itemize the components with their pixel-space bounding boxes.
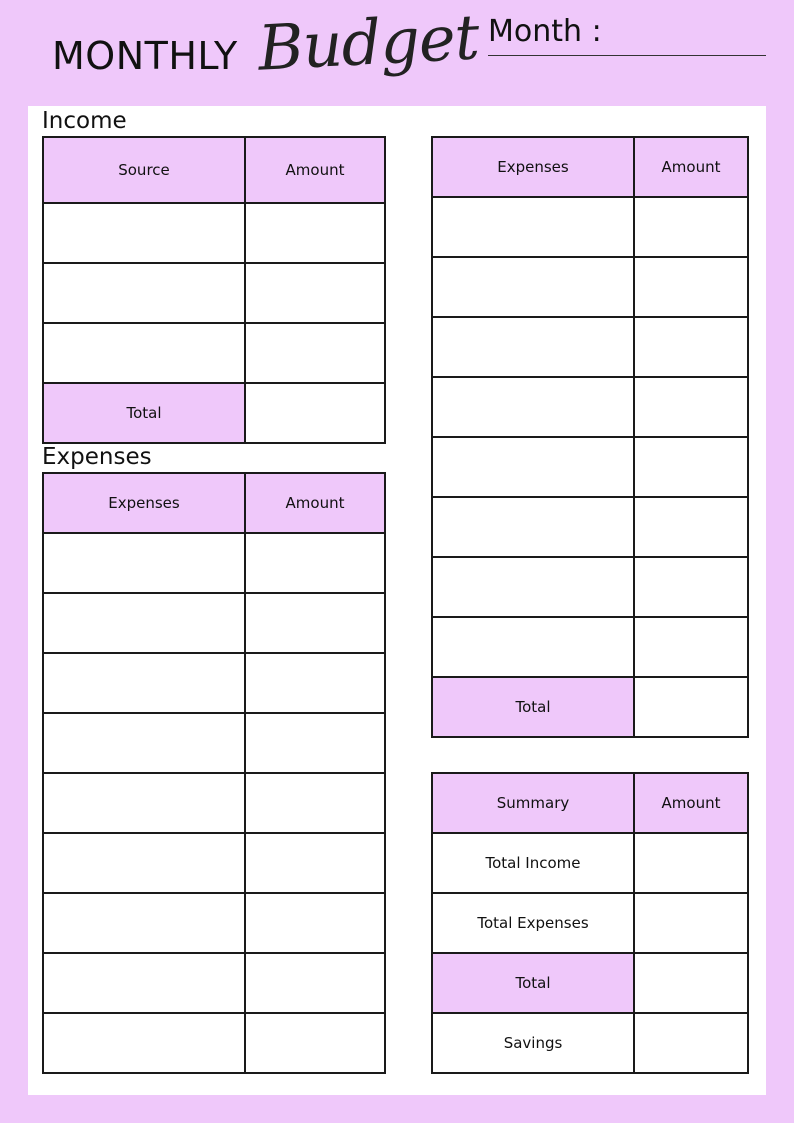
table-row [43,593,385,653]
expense-amount-cell[interactable] [245,1013,385,1073]
expense-amount-cell[interactable] [634,497,748,557]
table-row [43,653,385,713]
summary-label-total: Total [432,953,634,1013]
table-row [432,557,748,617]
expense-amount-cell[interactable] [634,197,748,257]
expense-name-cell[interactable] [432,257,634,317]
summary-label-total-expenses: Total Expenses [432,893,634,953]
expenses-left-header-row [43,473,385,533]
expenses-right-total-amount-cell[interactable] [634,677,748,737]
expenses-right-col-amount: Amount [634,137,748,197]
summary-header-row [432,773,748,833]
expense-amount-cell[interactable] [634,377,748,437]
summary-row-total [432,953,748,1013]
expenses-right-header-row [432,137,748,197]
expenses-right-total-label: Total [432,677,634,737]
table-row [43,263,385,323]
income-col-amount: Amount [245,137,385,203]
expenses-left-table [42,472,386,1074]
table-row [432,617,748,677]
expense-name-cell[interactable] [432,377,634,437]
table-row [43,1013,385,1073]
table-row [432,257,748,317]
table-row [432,377,748,437]
expense-amount-cell[interactable] [245,833,385,893]
expenses-right-col-expenses: Expenses [432,137,634,197]
expenses-right-total-row [432,677,748,737]
month-input-line[interactable] [488,55,766,56]
income-amount-cell[interactable] [245,263,385,323]
budget-sheet [28,106,766,1095]
income-total-label: Total [43,383,245,443]
expense-amount-cell[interactable] [634,617,748,677]
expenses-left-col-expenses: Expenses [43,473,245,533]
title-budget-script: Budget [256,0,481,85]
summary-amount-cell[interactable] [634,893,748,953]
summary-label-savings: Savings [432,1013,634,1073]
month-label: Month : [488,14,602,49]
table-row [432,497,748,557]
income-source-cell[interactable] [43,203,245,263]
income-amount-cell[interactable] [245,323,385,383]
title-monthly: MONTHLY [52,34,238,78]
expense-name-cell[interactable] [43,533,245,593]
expense-name-cell[interactable] [43,893,245,953]
expense-name-cell[interactable] [43,653,245,713]
summary-col-summary: Summary [432,773,634,833]
expense-amount-cell[interactable] [245,593,385,653]
summary-table [431,772,749,1074]
expense-name-cell[interactable] [43,593,245,653]
income-header-row [43,137,385,203]
expense-amount-cell[interactable] [245,773,385,833]
expense-name-cell[interactable] [432,197,634,257]
table-row [43,953,385,1013]
summary-label-total-income: Total Income [432,833,634,893]
summary-amount-cell[interactable] [634,833,748,893]
table-row [43,533,385,593]
table-row [43,833,385,893]
expense-name-cell[interactable] [43,713,245,773]
summary-amount-cell[interactable] [634,953,748,1013]
table-row [432,437,748,497]
expense-amount-cell[interactable] [245,713,385,773]
expenses-left-col-amount: Amount [245,473,385,533]
expense-amount-cell[interactable] [245,953,385,1013]
summary-row-savings [432,1013,748,1073]
summary-col-amount: Amount [634,773,748,833]
table-row [43,203,385,263]
expense-amount-cell[interactable] [245,653,385,713]
expenses-section-title: Expenses [42,444,152,470]
summary-row-total-income [432,833,748,893]
expense-name-cell[interactable] [432,437,634,497]
expense-amount-cell[interactable] [634,557,748,617]
table-row [43,713,385,773]
expense-amount-cell[interactable] [634,257,748,317]
summary-row-total-expenses [432,893,748,953]
income-total-row [43,383,385,443]
expense-name-cell[interactable] [43,833,245,893]
expense-name-cell[interactable] [432,617,634,677]
expense-name-cell[interactable] [432,497,634,557]
income-source-cell[interactable] [43,323,245,383]
expense-name-cell[interactable] [43,773,245,833]
expense-name-cell[interactable] [432,317,634,377]
income-col-source: Source [43,137,245,203]
table-row [43,773,385,833]
expense-amount-cell[interactable] [634,317,748,377]
summary-amount-cell[interactable] [634,1013,748,1073]
page-header [0,0,794,106]
table-row [43,323,385,383]
income-source-cell[interactable] [43,263,245,323]
expense-amount-cell[interactable] [245,533,385,593]
expenses-right-table [431,136,749,738]
expense-amount-cell[interactable] [245,893,385,953]
table-row [43,893,385,953]
expense-name-cell[interactable] [432,557,634,617]
expense-name-cell[interactable] [43,953,245,1013]
income-amount-cell[interactable] [245,203,385,263]
table-row [432,197,748,257]
expense-name-cell[interactable] [43,1013,245,1073]
income-section-title: Income [42,108,127,134]
income-total-amount-cell[interactable] [245,383,385,443]
expense-amount-cell[interactable] [634,437,748,497]
income-table [42,136,386,444]
table-row [432,317,748,377]
